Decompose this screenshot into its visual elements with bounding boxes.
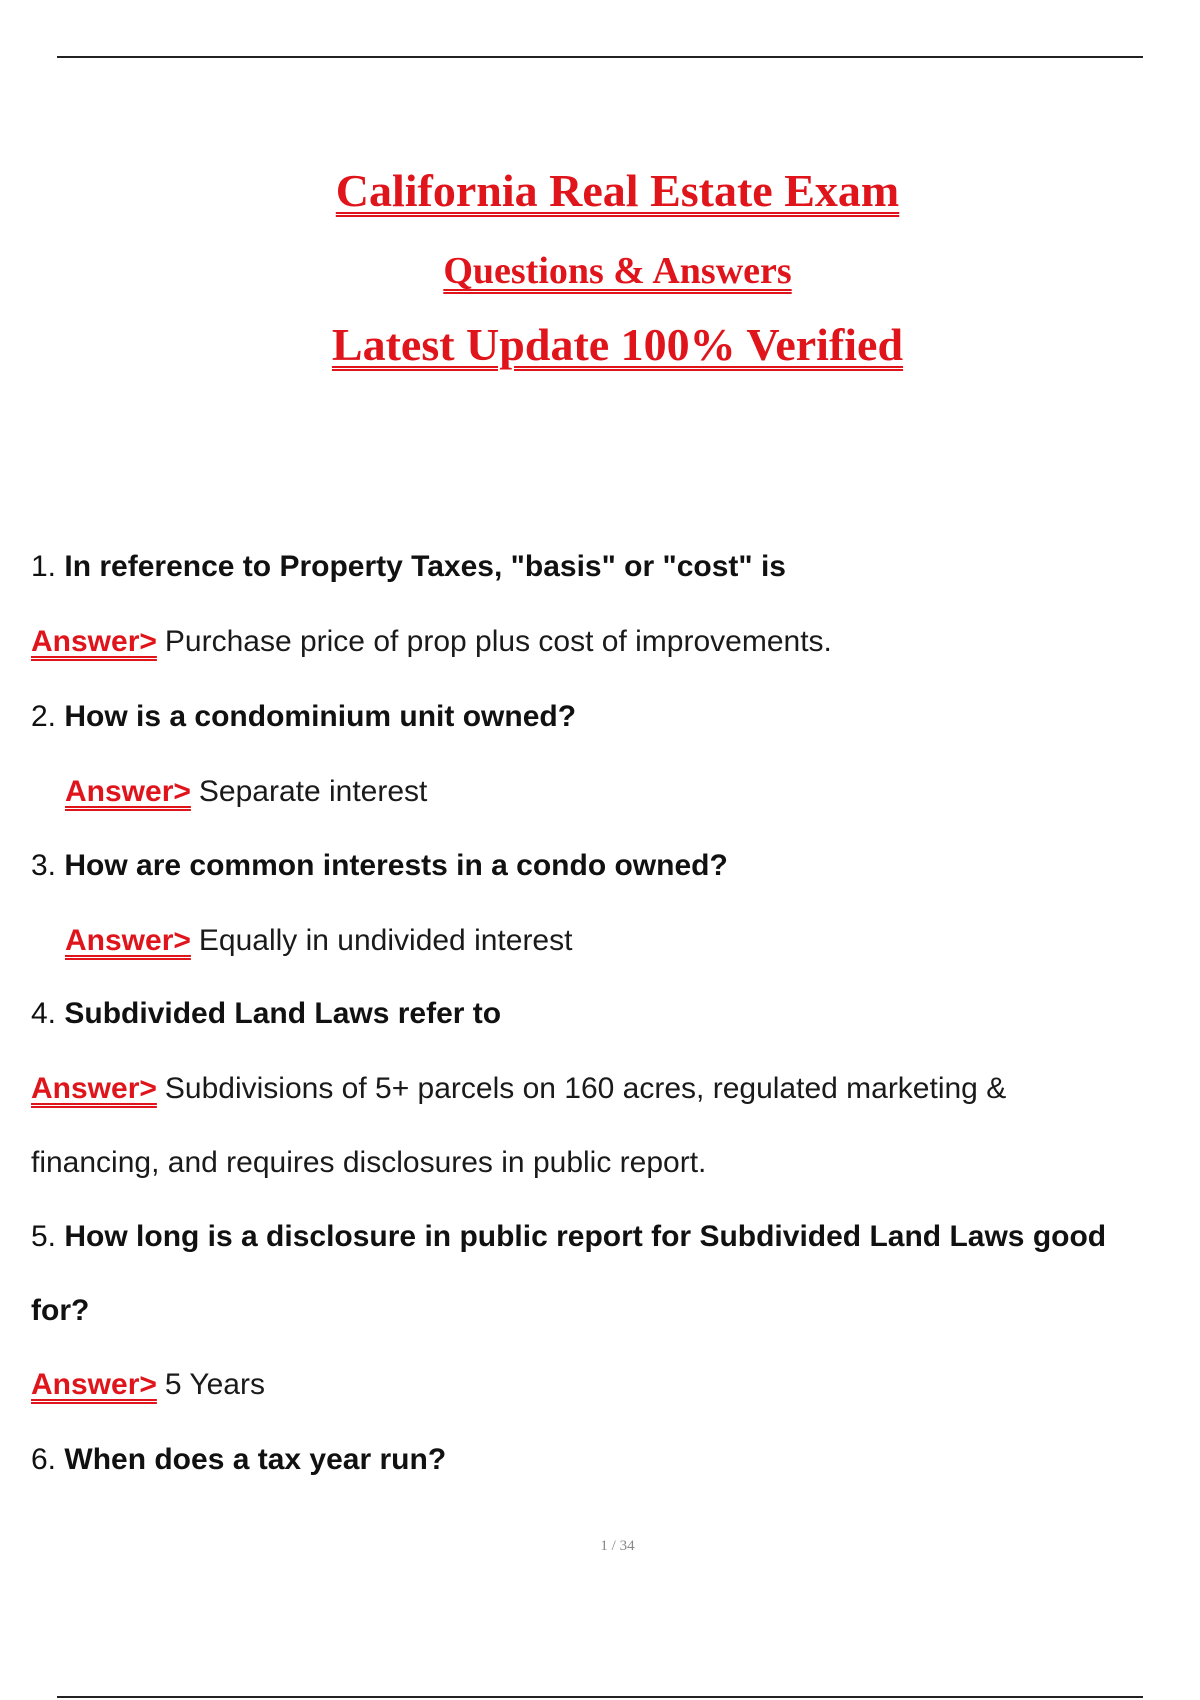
- answer-4-continued: [31, 1145, 706, 1181]
- question-number: 5.: [31, 1220, 57, 1253]
- question-number: 2.: [31, 700, 57, 733]
- question-number: 6.: [31, 1443, 57, 1476]
- question-3: [31, 848, 728, 884]
- answer-text: Subdivisions of 5+ parcels on 160 acres, regulated marketing &: [164, 1072, 1007, 1105]
- answer-text: 5 Years: [164, 1368, 265, 1401]
- question-text: for?: [31, 1294, 90, 1327]
- document-title: California Real Estate Exam: [335, 165, 900, 216]
- question-text: How long is a disclosure in public report for Subdivided Land Laws good: [64, 1220, 1107, 1253]
- question-number: 1.: [31, 550, 57, 583]
- answer-text: Purchase price of prop plus cost of improvements.: [164, 625, 832, 658]
- answer-text: Equally in undivided interest: [198, 924, 573, 957]
- question-number: 4.: [31, 997, 57, 1030]
- question-5-continued: [31, 1293, 89, 1329]
- answer-text: financing, and requires disclosures in public report.: [31, 1146, 707, 1179]
- question-text: How are common interests in a condo owned?: [64, 849, 728, 882]
- question-1: [31, 549, 786, 585]
- question-5: [31, 1219, 1106, 1255]
- answer-label: Answer>: [31, 1368, 157, 1401]
- question-6: [31, 1442, 446, 1478]
- document-subtitle: Questions & Answers: [443, 250, 792, 292]
- bottom-rule: [57, 1696, 1143, 1698]
- question-text: When does a tax year run?: [64, 1443, 447, 1476]
- top-rule: [57, 56, 1143, 58]
- answer-5: [31, 1367, 265, 1403]
- question-text: How is a condominium unit owned?: [64, 700, 577, 733]
- answer-label: Answer>: [31, 1072, 157, 1105]
- answer-label: Answer>: [31, 625, 157, 658]
- question-4: [31, 996, 501, 1032]
- document-update-note: Latest Update 100% Verified: [331, 319, 904, 370]
- question-2: [31, 699, 576, 735]
- answer-2: [65, 774, 427, 810]
- answer-label: Answer>: [65, 924, 191, 957]
- answer-4: [31, 1071, 1006, 1107]
- answer-text: Separate interest: [198, 775, 428, 808]
- question-text: In reference to Property Taxes, "basis" or "cost" is: [64, 550, 786, 583]
- page-number: 1 / 34: [600, 1538, 635, 1554]
- answer-3: [65, 923, 572, 959]
- question-text: Subdivided Land Laws refer to: [64, 997, 502, 1030]
- answer-1: [31, 624, 832, 660]
- question-number: 3.: [31, 849, 57, 882]
- answer-label: Answer>: [65, 775, 191, 808]
